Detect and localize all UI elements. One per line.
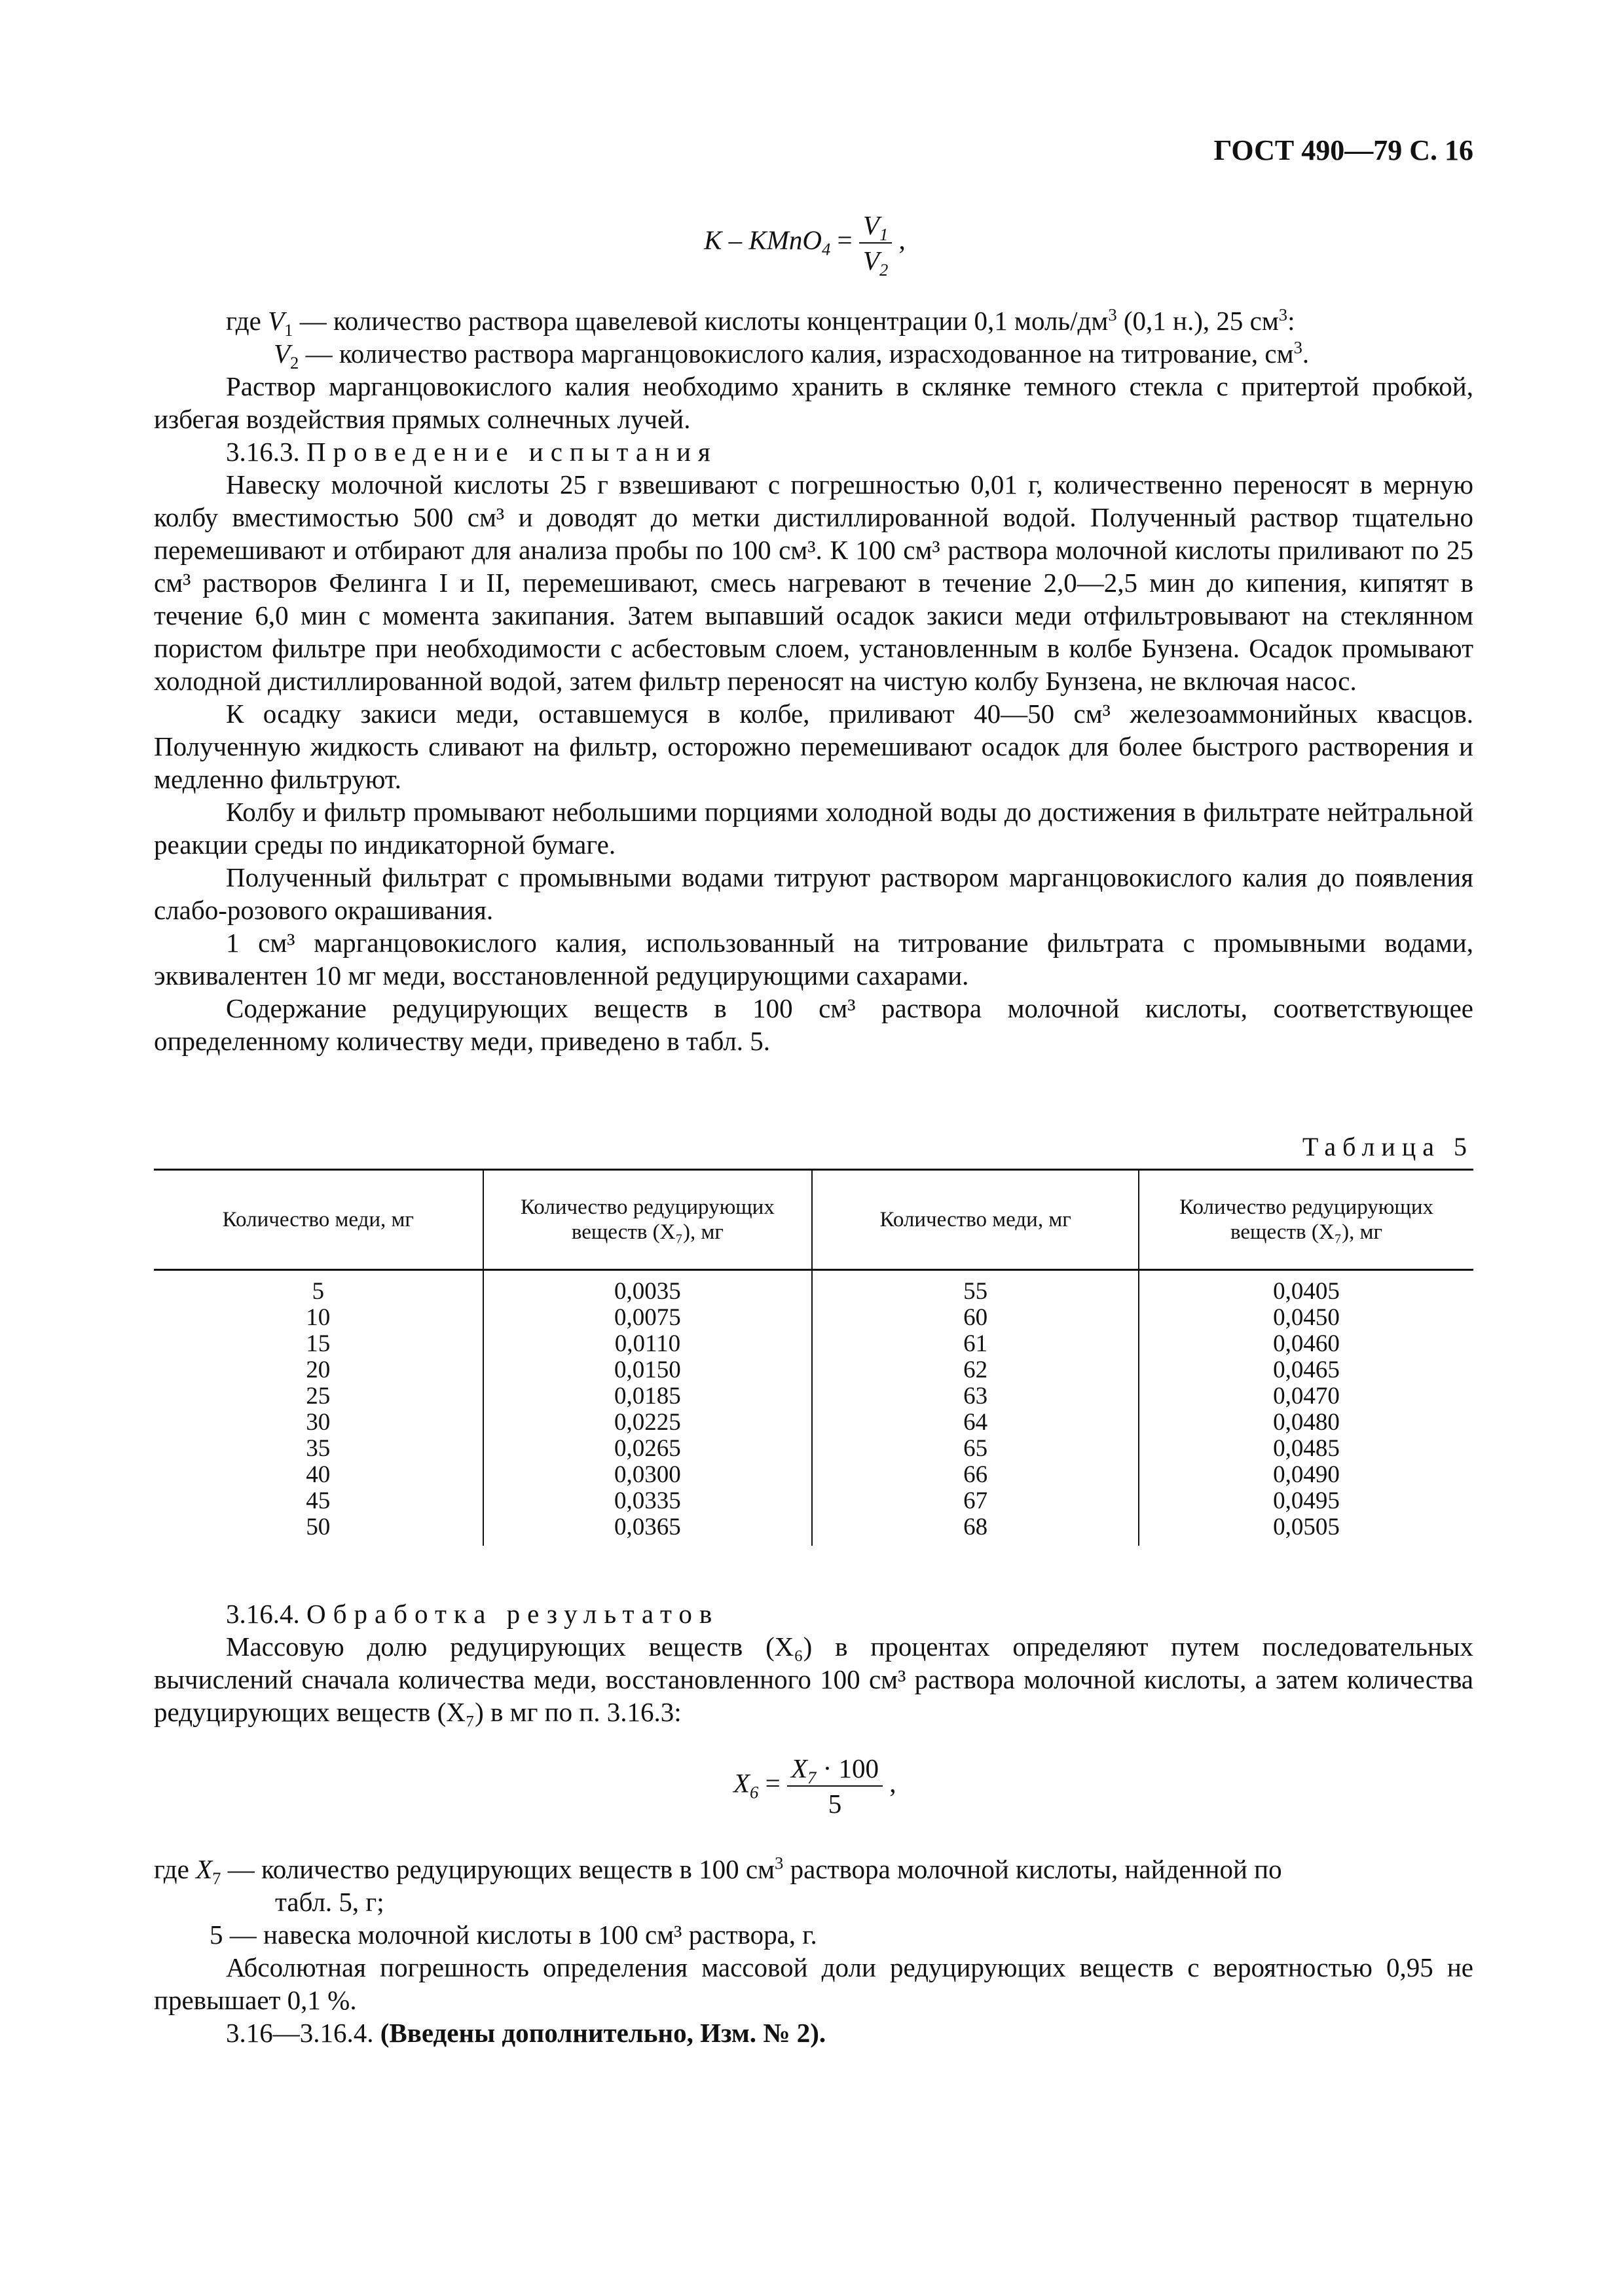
section-3-16-3: 3.16.3. Проведение испытания [226,437,718,467]
section-3-16-4: 3.16.4. Обработка результатов [226,1599,720,1629]
table-cell: 61 [812,1331,1139,1357]
table-cell: 0,0150 [483,1357,813,1383]
table-cell: 0,0225 [483,1410,813,1436]
paragraph-procedure-1: Навеску молочной кислоты 25 г взвешивают с погрешностью 0,01 г, количественно переносят в мерную колбу вместимостью 500 см³ и доводят до метки дистиллированной водой. Полученный раствор тщательно перемешивают и отбирают для анализа пробы по 100 см³. К 100 см³ раствора молочной кислоты приливают по 25 см³ растворов Фелинга I и II, перемешивают, смесь нагревают в течение 2,0—2,5 мин до кипения, кипятят в течение 6,0 мин с момента закипания. Затем выпавший осадок закиси меди отфильтровывают на стеклянном пористом фильтре при необходимости с асбестовым слоем, установленным в колбе Бунзена. Осадок промывают холодной дистиллированной водой, затем фильтр переносят на чистую колбу Бунзена, не включая насос. [154,469,1473,696]
formula-x6-fraction: $\frac{X_7 \cdot 100}{5}$ [787,1751,883,1821]
page-header: ГОСТ 490—79 С. 16 [1213,134,1473,166]
formula-den: V [862,246,879,276]
table-cell: 0,0335 [483,1488,813,1514]
table-row [154,1488,1473,1514]
table-cell: 5 [312,1278,325,1305]
formula-lhs: K – KMnO [704,225,822,255]
table-cell: 0,0460 [1139,1331,1473,1357]
table-row [154,1514,1473,1546]
formula-fraction [859,208,892,278]
formula-tail: , [898,225,906,255]
table-header-row [154,1170,1473,1270]
paragraph-procedure-2: К осадку закиси меди, оставшемуся в колбе, приливают 40—50 см³ железоаммонийных квасцов. Полученную жидкость сливают на фильтр, осторожно перемешивают осадок для более быстрого растворения и медленно фильтруют. [154,699,1473,794]
table-cell: 0,0465 [1139,1357,1473,1383]
table-cell: 20 [306,1357,331,1383]
paragraph-storage: Раствор марганцовокислого калия необходимо хранить в склянке темного стекла с притертой пробкой, избегая воздействия прямых солнечных лучей. [154,371,1473,434]
formula-eq: = [837,225,853,255]
table-cell: 68 [812,1514,1139,1546]
table-cell: 0,0365 [483,1514,813,1546]
table-cell: 0,0485 [1139,1436,1473,1462]
table-cell: 0,0480 [1139,1410,1473,1436]
table-cell: 67 [812,1488,1139,1514]
table-row [154,1305,1473,1331]
table-cell: 66 [812,1462,1139,1488]
formula-kmno4 [704,208,906,278]
where-v1: где $V_1$ — количество раствора щавелевой кислоты концентрации 0,1 моль/$дм^3$ (0,1 н.), 25 $см^3$: [226,304,1295,340]
formula-num-sub: 1 [879,225,889,245]
table-cell: 45 [306,1487,331,1514]
table-cell: 64 [812,1410,1139,1436]
table-body [154,1270,1473,1546]
table-cell: 35 [306,1435,331,1462]
table-5 [154,1169,1473,1546]
table-header-copper-1: Количество меди, мг [154,1170,483,1270]
table-cell: 0,0300 [483,1462,813,1488]
paragraph-procedure-5: 1 см³ марганцовокислого калия, использованный на титрование фильтрата с промывными водами, эквивалентен 10 мг меди, восстановленной редуцирующими сахарами. [154,928,1473,991]
table-cell: 0,0495 [1139,1488,1473,1514]
table-cell: 25 [306,1383,331,1410]
paragraph-results: Массовую долю редуцирующих веществ (X₆) в процентах определяют путем последовательных вычислений сначала количества меди, восстановленного 100 см³ раствора молочной кислоты, а затем количества редуцирующих веществ (X₇) в мг по п. 3.16.3: [154,1631,1473,1727]
where-x7-cont: табл. 5, г; [275,1887,384,1917]
paragraph-procedure-3: Колбу и фильтр промывают небольшими порциями холодной воды до достижения в фильтрате нейтральной реакции среды по индикаторной бумаге. [154,797,1473,860]
table-row [154,1410,1473,1436]
formula-x6: $X_6$ = $\frac{X_7 \cdot 100}{5}$ , [733,1751,896,1821]
table-cell: 0,0185 [483,1383,813,1410]
where-block-1 [154,304,1473,1057]
formula-den-sub: 2 [879,260,889,280]
paragraph-procedure-4: Полученный фильтрат с промывными водами титруют раствором марганцовокислого калия до появления слабо-розового окрашивания. [154,862,1473,925]
table-cell: 0,0405 [1139,1270,1473,1305]
table-header-reducing-1: Количество редуцирующих веществ (X₇), мг [483,1170,813,1270]
table-cell: 63 [812,1383,1139,1410]
table-cell: 0,0450 [1139,1305,1473,1331]
table-header-copper-2: Количество меди, мг [812,1170,1139,1270]
table-cell: 30 [306,1409,331,1436]
paragraph-procedure-6: Содержание редуцирующих веществ в 100 см³ раствора молочной кислоты, соответствующее определенному количеству меди, приведено в табл. 5. [154,993,1473,1056]
where-block-2 [154,1853,1473,2049]
table-cell: 0,0265 [483,1436,813,1462]
table-cell: 62 [812,1357,1139,1383]
table-row [154,1357,1473,1383]
where-five: 5 — навеска молочной кислоты в 100 см³ раствора, г. [210,1920,817,1950]
table-cell: 65 [812,1436,1139,1462]
table-cell: 0,0035 [483,1270,813,1305]
table-cell: 60 [812,1305,1139,1331]
where-x7: где $X_7$ — количество редуцирующих веществ в 100 $см^3$ раствора молочной кислоты, найденной по [154,1853,1282,1889]
results-block [154,1597,1473,1728]
table-cell: 50 [306,1514,331,1540]
table-cell: 55 [812,1270,1139,1305]
formula-num: V [862,210,879,240]
table-cell: 0,0490 [1139,1462,1473,1488]
table-row [154,1383,1473,1410]
table-cell: 0,0075 [483,1305,813,1331]
table-cell: 0,0110 [483,1331,813,1357]
table-row [154,1462,1473,1488]
paragraph-error: Абсолютная погрешность определения массовой доли редуцирующих веществ с вероятностью 0,95 не превышает 0,1 %. [154,1952,1473,2015]
amendment-note: 3.16—3.16.4. (Введены дополнительно, Изм. № 2). [226,2018,826,2048]
table-row [154,1331,1473,1357]
formula-lhs-sub: 4 [821,239,831,259]
table-row [154,1436,1473,1462]
table-row [154,1270,1473,1305]
table-cell: 10 [306,1304,331,1331]
table-cell: 15 [306,1330,331,1357]
where-v2: $V_2$ — количество раствора марганцовокислого калия, израсходованное на титрование, $см^3$. [274,337,1310,373]
table-cell: 0,0505 [1139,1514,1473,1546]
table-cell: 40 [306,1461,331,1488]
table-cell: 0,0470 [1139,1383,1473,1410]
table-caption: Таблица 5 [1302,1132,1473,1161]
table-header-reducing-2: Количество редуцирующих веществ (X₇), мг [1139,1170,1473,1270]
